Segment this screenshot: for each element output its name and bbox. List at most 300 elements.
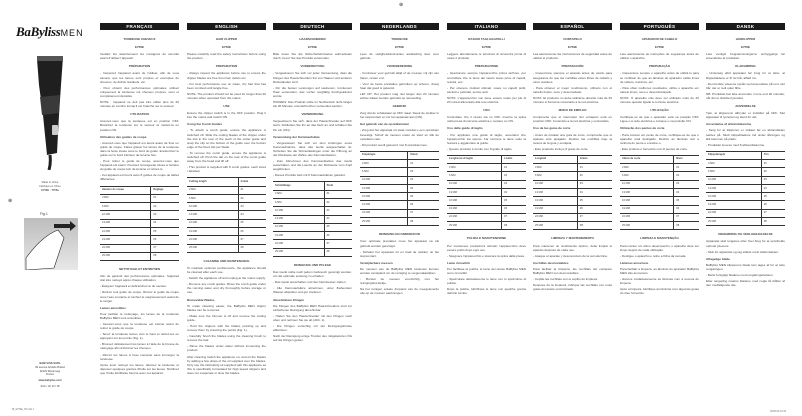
paragraph: - Assurez-vous que la tondeuse est éteinte avant de retirer le guide de coupe. — [100, 322, 179, 331]
section-heading: UTILIZAÇÃO — [650, 108, 669, 113]
table-cell: 3 MM — [533, 164, 577, 172]
paragraph: NOTE: The product should not be used for longer than 20 minutes when operated from the mains. — [187, 91, 266, 100]
section-heading: LIMPEZA E MANUTENÇÃO — [640, 236, 679, 241]
paragraph: - Spegnere l'apparecchio e staccare la spina dalla presa. — [447, 253, 525, 258]
table-cell: 13 MM — [360, 184, 408, 192]
table-cell: 19 MM — [533, 205, 577, 213]
table-cell: #6 — [408, 201, 439, 209]
table-row — [706, 209, 785, 217]
table-row — [360, 201, 439, 209]
paragraph: - Alle Kammaufsätze abnehmen, unter fließendem Wasser abspülen und gut trocknen. — [273, 286, 352, 295]
section-heading: PREPARATION — [215, 64, 238, 69]
paragraph: - Tenez la tondeuse lames vers le haut et retirez-les en appuyant sur les points (Fig. 1). — [100, 332, 179, 341]
section-heading: PREPARACIÓN — [561, 64, 584, 69]
section-heading: REINIGUNG UND PFLEGE — [293, 262, 332, 267]
table-cell: 19 MM — [447, 205, 502, 213]
paragraph: - Sluk for apparatet og tag stikket ud af stikkontakten. — [706, 249, 779, 254]
table-row — [620, 164, 699, 172]
paragraph: Apparatet skal rengøres efter hver brug for at opretholde optimal ydeevne. — [706, 239, 785, 248]
paragraph: - Escove cuidadosamente as lâminas com a escova de limpeza. — [620, 277, 699, 286]
section-heading: E756E — [567, 45, 577, 50]
table-cell: #8 — [324, 248, 352, 256]
table-cell: 22 MM — [706, 209, 761, 217]
table-cell: #3 — [238, 203, 266, 211]
paragraph: - Schakel het apparaat uit en haal de stekker uit het stopcontact. — [360, 249, 439, 258]
paragraph: - Børst forsigtigt bladene med rengøringsbørsten. — [706, 272, 774, 277]
table-row — [100, 211, 179, 219]
paragraph: NOTA: L'apparecchio non deve essere usato per più di 20 minuti alimentato alla rete elettrica. — [447, 95, 526, 105]
table-cell: #8 — [577, 222, 612, 230]
made-in-line: Made in China — [41, 181, 59, 184]
paragraph: - Vergewissern Sie sich vor dem Anbringen eines Kammaufsatzes, dass das Gerät ausgeschaltet ist. Schieben Sie die Schneideklingen unter die Öffnung an der Rückseite der Zähne des Kammaufsatzes. — [273, 140, 352, 157]
address-line: 99 avenue Aristide Briand — [35, 365, 65, 369]
section-heading: TONDEUSE CHEVEUX — [123, 37, 156, 41]
paragraph: Na het reinigen enkele druppels van de meegeleverde olie op de messen aanbrengen. — [360, 287, 439, 296]
paragraph: Para manter um ótimo desempenho, o aparelho deve ser limpo depois de cada utilização. — [620, 243, 699, 252]
table-cell: 19 MM — [273, 232, 324, 240]
table-row — [447, 189, 526, 197]
table-row — [273, 232, 352, 240]
table-cell: 10 MM — [273, 207, 324, 215]
section-heading: E756E — [134, 45, 144, 50]
paragraph: - Rinse the blades under water without immersing the product. — [187, 344, 266, 353]
table-row — [620, 180, 699, 188]
table-cell: 16 MM — [533, 197, 577, 205]
table-row — [360, 168, 439, 176]
section-heading: MODO DE EMPLEO — [558, 108, 587, 113]
table-cell: 6 MM — [533, 172, 577, 180]
table-row — [447, 222, 526, 230]
subsection-heading: Anvendelse af afstandskamme — [706, 122, 752, 127]
paragraph: Para mantener un rendimiento óptimo, debe limpiar el aparato después de cada uso. — [533, 243, 612, 252]
section-heading: USE — [223, 104, 230, 109]
paragraph: Voor optimale prestaties moet het apparaat na elk gebruik worden gereinigd. — [360, 239, 439, 248]
table-header: Cutting length — [187, 178, 238, 186]
paragraph: - Den bedste ydeevne opnås ved anvendelse på rent, tørt hår, der er redt uden filtre. — [706, 81, 785, 90]
table-cell: #8 — [408, 218, 439, 226]
table-row — [620, 205, 699, 213]
paragraph: - Per applicare una guida di taglio, accertarsi che l'apparecchio sia spento. Far scorrere le lame sotto la fessura e agganciare la guida. — [447, 132, 526, 145]
paragraph: Nach der Reinigung einige Tropfen des mitgelieferten Öls auf die Klingen geben. — [273, 334, 352, 343]
paragraph: - Sørg for at klipperen er slukket før en afstandskam sættes på. Skub klippebladene ind under åbningen og klik kammen på plads. — [706, 128, 785, 141]
table-cell: #6 — [674, 205, 699, 213]
table-cell: 16 MM — [620, 197, 674, 205]
registration-mark-icon: ⊕ — [8, 198, 13, 204]
table-row — [100, 219, 179, 227]
table-row — [447, 164, 526, 172]
table-row — [620, 197, 699, 205]
paragraph: Dopo la pulizia, lubrificare le lame con qualche goccia dell'olio fornito. — [447, 287, 526, 296]
paragraph: - Das Gerät ausschalten und den Netzstecker ziehen. — [273, 280, 347, 285]
paragraph: - Voor de beste prestaties gebruiken op schoon, droog haar dat goed is gekamd. — [360, 81, 439, 90]
section-heading: HAIR CLIPPER — [215, 37, 238, 41]
table-cell: #2 — [674, 172, 699, 180]
table-row — [273, 190, 352, 198]
table-cell: #5 — [408, 193, 439, 201]
table-header: Kniplengte — [360, 151, 408, 159]
table-row — [273, 207, 352, 215]
table-row — [360, 218, 439, 226]
table-row — [273, 215, 352, 223]
paragraph: Die Klingen des BaByliss MEN Haarschneiders sind zur einfacheren Reinigung abnehmbar. — [273, 303, 352, 312]
language-header: PORTUGUÊS — [620, 23, 699, 30]
table-cell: #5 — [577, 197, 612, 205]
paragraph: - Always inspect the appliance before use to ensure the clipper blades are free from hair, debris etc. — [187, 71, 266, 80]
table-cell: 6 MM — [447, 172, 502, 180]
table-cell: #3 — [674, 180, 699, 188]
table-row — [706, 201, 785, 209]
table-row — [187, 211, 266, 219]
table-cell: #2 — [151, 203, 179, 211]
paragraph: BaByliss MEN klipperens blade kan tages af for at lette rengøringen. — [706, 262, 785, 271]
paragraph: Lees de veiligheidsinstructies aandachtig door voor gebruik. — [360, 52, 439, 61]
cutting-length-table — [447, 155, 526, 231]
table-cell: 6 MM — [273, 199, 324, 207]
table-row — [187, 194, 266, 202]
paragraph: Leia atentamente as instruções de segurança antes de utilizar o aparelho. — [620, 52, 699, 61]
paragraph: - This product is supplied with 8 comb guides, each sized / labelled. — [187, 165, 266, 174]
paragraph: - Vergewissern Sie sich vor jeder Verwendung, dass die Klingen des Haarschneiders frei von Haaren und anderen Rückständen sind. — [273, 71, 352, 84]
section-heading: KLARGØRING — [735, 64, 756, 69]
table-cell: #6 — [324, 232, 352, 240]
paragraph: - Para obter melhores resultados, utilize o aparelho em cabelo limpo, seco e desembaraçado. — [620, 85, 699, 94]
paragraph: Das Gerät sollte nach jedem Gebrauch gereinigt werden, um die optimale Leistung zu erhalten. — [273, 270, 352, 279]
table-row — [360, 160, 439, 168]
paragraph: - Para obtener el mejor rendimiento, utilícelo con el cabello limpio, seco y desenredado. — [533, 85, 612, 94]
brand-logo — [16, 24, 84, 40]
table-cell: 3 MM — [360, 160, 408, 168]
paragraph: - Dit product wordt geleverd met 8 opzetkammen. — [360, 142, 428, 147]
table-cell: #7 — [502, 213, 526, 221]
paragraph: To make cleaning easier, the BaByliss MEN clipper blades can be removed. — [187, 303, 266, 312]
table-cell: 10 MM — [706, 176, 761, 184]
subsection-heading: Het gebruik van de opzetkammen — [360, 122, 410, 127]
table-row — [533, 172, 612, 180]
table-cell: 22 MM — [620, 213, 674, 221]
paragraph: - Controleer voor gebruik altijd of de messen vrij zijn van haren, resten enz. — [360, 71, 439, 80]
section-heading: TONDEUSE — [391, 37, 408, 41]
section-heading: HAARSCHNEIDER — [299, 37, 326, 41]
table-cell: 16 MM — [273, 223, 324, 231]
paragraph: Per mantenere prestazioni ottimali, l'apparecchio deve essere pulito dopo ogni uso. — [447, 243, 526, 252]
language-column — [620, 23, 699, 297]
table-cell: 19 MM — [620, 205, 674, 213]
table-row — [447, 172, 526, 180]
table-cell: 25 MM — [100, 252, 151, 260]
paragraph: - Este produto é fornecido com 8 pentes de corte. — [620, 146, 688, 151]
paragraph: - Rincez les lames à l'eau courante sans immerger la tondeuse. — [100, 352, 179, 361]
table-cell: #1 — [577, 164, 612, 172]
section-heading: VOORBEREIDING — [386, 64, 413, 69]
table-cell: 10 MM — [447, 180, 502, 188]
language-header: NEDERLANDS — [360, 23, 439, 30]
table-row — [273, 240, 352, 248]
table-cell: 10 MM — [533, 180, 577, 188]
paragraph: - Die Klingen vorsichtig mit der Reinigungsbürste abbürsten. — [273, 324, 352, 333]
paragraph: Ensure the clipper switch is in the OFF position. Plug it into the mains and switch ON. — [187, 111, 266, 120]
table-cell: #7 — [674, 213, 699, 221]
table-row — [533, 222, 612, 230]
table-cell: 10 MM — [360, 176, 408, 184]
paragraph: Compruebe que el interruptor del cortapelo está en posición OFF. Conéctelo a la red eléctrica y enciéndalo. — [533, 115, 612, 124]
table-cell: #6 — [502, 205, 526, 213]
section-heading: E756E — [654, 45, 664, 50]
table-cell: #4 — [324, 215, 352, 223]
language-header: ENGLISH — [187, 23, 266, 30]
table-cell: #5 — [674, 197, 699, 205]
table-row — [706, 176, 785, 184]
table-cell: 19 MM — [706, 201, 761, 209]
paragraph: Assurez-vous que la tondeuse est en position OFF. Branchez la tondeuse sur le secteur et mettez-la en position ON. — [100, 119, 179, 132]
table-cell: 3 MM — [447, 164, 502, 172]
logo-text: BaByliss — [16, 24, 61, 39]
language-header: FRANÇAIS — [100, 23, 179, 30]
address-line: 92120 Montrouge — [39, 369, 61, 373]
table-row — [187, 203, 266, 211]
section-heading: E756E — [394, 45, 404, 50]
table-cell: #5 — [238, 219, 266, 227]
paragraph: Vergewissern Sie sich, dass der Haarschneider auf OFF steht. Schließen Sie ihn an das Netz an und schalten Sie ihn ein (ON). — [273, 119, 352, 132]
table-cell: 6 MM — [187, 194, 238, 202]
table-cell: #2 — [761, 168, 785, 176]
table-cell: 16 MM — [100, 227, 151, 235]
table-row — [620, 189, 699, 197]
section-heading: E756E — [740, 45, 750, 50]
paragraph: - Este producto incluye 8 guías de corte. — [533, 146, 589, 151]
paragraph: Afin de garantir des performances optimales, l'appareil doit être nettoyé après chaque utilisation. — [100, 274, 179, 283]
subsection-heading: Removable Blades — [187, 297, 215, 302]
table-cell: #6 — [151, 236, 179, 244]
table-row — [100, 194, 179, 202]
paragraph: Efter rengøring smøres bladene med nogle få dråber af den medfølgende olie. — [706, 279, 785, 288]
table-cell: #3 — [761, 176, 785, 184]
table-row — [187, 228, 266, 236]
company-address — [0, 362, 100, 389]
table-row — [706, 160, 785, 168]
section-heading: LIMPIEZA Y MANTENIMIENTO — [551, 236, 594, 241]
table-cell: #3 — [502, 180, 526, 188]
language-column — [533, 23, 612, 293]
section-heading: PULIZIA E MANUTENZIONE — [466, 236, 507, 241]
table-row — [533, 189, 612, 197]
table-header: Hauteur de coupe — [100, 186, 151, 194]
paragraph: - Inspectez l'appareil avant de l'utiliser, afin de vous assurer que les lames sont propres et exemptes de cheveux, de débris résiduels, etc. — [100, 71, 179, 84]
paragraph: Leggere attentamente le istruzioni di sicurezza prima di usare il prodotto. — [447, 52, 526, 61]
table-cell: 22 MM — [273, 240, 324, 248]
paragraph: - Carefully brush the blades using the cleaning brush to remove the hair. — [187, 334, 266, 343]
table-cell: #1 — [761, 160, 785, 168]
table-cell: #4 — [408, 184, 439, 192]
section-heading: NETTOYAGE ET ENTRETIEN — [119, 267, 160, 272]
section-heading: RASOIO TAGLIACAPELLI — [468, 37, 505, 41]
paragraph: HINWEIS: Das Produkt sollte im Netzbetrieb nicht länger als 20 Minuten ununterbrochen verwendet werden. — [273, 100, 352, 109]
cutting-length-table — [620, 155, 699, 231]
table-cell: #8 — [238, 244, 266, 252]
paragraph: Controllare che il rasoio sia su OFF. Inserire la spina nella presa di corrente elettrica e mettere su ON. — [447, 115, 526, 124]
table-cell: #7 — [761, 209, 785, 217]
language-column — [100, 23, 179, 377]
cutting-length-table — [533, 155, 612, 231]
model-number: E756E · T756a — [41, 189, 59, 192]
table-row — [187, 236, 266, 244]
table-cell: 10 MM — [100, 211, 151, 219]
subsection-heading: Abnehmbare Klingen — [273, 297, 305, 302]
paragraph: Bitte lesen Sie die Sicherheitshinweise aufmerksam durch, bevor Sie das Produkt verwenden. — [273, 52, 352, 61]
table-cell: #1 — [238, 186, 266, 194]
table-cell: #2 — [408, 168, 439, 176]
table-cell: #1 — [151, 194, 179, 202]
paragraph: De messen van de BaByliss MEN tondeuse kunnen worden verwijderd om de reiniging te vergemakkelijken. — [360, 266, 439, 275]
table-row — [187, 219, 266, 227]
table-cell: #7 — [238, 236, 266, 244]
table-cell: 10 MM — [620, 180, 674, 188]
table-cell: #3 — [324, 207, 352, 215]
paragraph: - Brossez délicatement les lames à l'aide de la brosse de nettoyage afin d'éliminer les cheveux. — [100, 342, 179, 351]
table-header: Stufe — [324, 182, 352, 190]
table-cell: #4 — [151, 219, 179, 227]
subsection-heading: Cuchillas desmontables — [533, 260, 569, 265]
table-cell: 13 MM — [100, 219, 151, 227]
table-cell: 19 MM — [360, 201, 408, 209]
paragraph: - For best performance use on clean, dry hair that has been combed until tangle free. — [187, 81, 266, 90]
made-in-text — [0, 181, 100, 193]
table-cell: 22 MM — [187, 236, 238, 244]
paragraph: - Cepille las cuchillas con el cepillo de limpieza. — [533, 277, 598, 282]
cutting-length-table — [706, 151, 785, 227]
figure-label: Fig.1 — [40, 212, 48, 216]
table-cell: 19 MM — [100, 236, 151, 244]
table-row — [447, 180, 526, 188]
subsection-heading: Utilisation des guides de coupe — [100, 134, 147, 139]
paragraph: Para facilitar la limpieza, las cuchillas del cortapelo BaByliss MEN son desmontables. — [533, 266, 612, 275]
table-cell: #8 — [502, 222, 526, 230]
subsection-heading: Aftagelige blade — [706, 256, 730, 261]
cutting-length-table — [360, 151, 439, 227]
section-heading: E756E — [221, 45, 231, 50]
subsection-heading: Utilização dos pentes de corte — [620, 126, 665, 131]
made-in-line: Fabriqué en Chine — [39, 184, 61, 188]
paragraph: Please carefully read the safety instructions before using the product. — [187, 52, 266, 61]
table-cell: #1 — [324, 190, 352, 198]
paragraph: Læs venligst brugsanvisningerne omhyggeligt før anvendelse af produktet. — [706, 52, 785, 61]
language-header: ESPAÑOL — [533, 23, 612, 30]
paragraph: - Ispezionare sempre l'apparecchio prima dell'uso, per controllare che le lame del rasoio siano prive di capelli, residui, ecc. — [447, 71, 526, 84]
table-row — [360, 184, 439, 192]
website-link[interactable]: www.babyliss.com — [38, 379, 62, 383]
language-column — [360, 23, 439, 297]
section-heading: CORTAPELO — [563, 37, 582, 41]
table-cell: 13 MM — [620, 189, 674, 197]
table-cell: 13 MM — [533, 189, 577, 197]
table-cell: 16 MM — [706, 193, 761, 201]
table-cell: #6 — [577, 205, 612, 213]
subsection-heading: Verwijderbare messen — [360, 260, 393, 265]
paragraph: Certifique-se de que o aparador está na posição OFF. Ligue-o à rede eléctrica e coloque-o na posição ON. — [620, 115, 699, 124]
table-cell: 25 MM — [273, 248, 324, 256]
paragraph: - To remove the comb guide, ensure the appliance is switched off. Push the tab on the rear of the comb guide away from the head and lift off. — [187, 150, 266, 164]
paragraph: Veuillez lire attentivement les consignes de sécurité avant d'utiliser l'appareil. — [100, 52, 179, 61]
table-cell: 6 MM — [360, 168, 408, 176]
table-header: Nível — [674, 155, 699, 163]
table-cell: 3 MM — [187, 186, 238, 194]
paragraph: - Produktet leveres med 8 afstandskamme. — [706, 142, 765, 147]
table-cell: 3 MM — [100, 194, 151, 202]
table-cell: #7 — [151, 244, 179, 252]
paragraph: - Apague el aparato y desconéctelo de la red eléctrica. — [533, 253, 608, 258]
table-row — [533, 164, 612, 172]
paragraph: - Éteignez l'appareil et débranchez-le du secteur. — [100, 284, 167, 289]
paragraph: - Inspeccione siempre el aparato antes de usarlo para asegurarse de que las cuchillas estén libres de cabello y otros residuos. — [533, 71, 612, 84]
table-cell: 25 MM — [706, 218, 761, 226]
table-header: Schnittlänge — [273, 182, 324, 190]
section-heading: CLEANING AND MAINTENANCE — [203, 258, 250, 263]
paragraph: NOTE : l'appareil ne doit pas être utilisé plus de 20 minutes en continu lorsqu'il est branché sur le secteur. — [100, 100, 179, 109]
section-heading: APARADOR DE CABELO — [641, 37, 678, 41]
table-header: Stand — [408, 151, 439, 159]
table-cell: 16 MM — [447, 197, 502, 205]
table-cell: #3 — [577, 180, 612, 188]
table-cell: 25 MM — [620, 222, 674, 230]
table-cell: 13 MM — [187, 211, 238, 219]
table-cell: 19 MM — [187, 228, 238, 236]
paragraph: Zorg dat de schakelaar op OFF staat. Steek de stekker in het stopcontact en zet het apparaat aan (ON). — [360, 111, 439, 120]
table-row — [273, 248, 352, 256]
table-header: Grado — [577, 155, 612, 163]
subsection-heading: Uso de las guías de corte — [533, 126, 571, 131]
paragraph: - Cet appareil est fourni avec 8 guides de coupe de tailles différentes. — [100, 173, 179, 182]
table-cell: #4 — [502, 189, 526, 197]
table-row — [533, 213, 612, 221]
table-row — [360, 193, 439, 201]
table-cell: #1 — [674, 164, 699, 172]
paragraph: - Halten Sie den Haarschneider mit den Klingen nach oben und nehmen Sie sie ab (Abb. 1). — [273, 313, 352, 322]
section-heading: VORBEREITUNG — [300, 64, 325, 69]
paragraph: - Desligue o aparelho e retire a ficha da tomada. — [620, 253, 687, 258]
paragraph: Lea atentamente las instrucciones de seguridad antes de utilizar el producto. — [533, 52, 612, 61]
language-column — [706, 23, 785, 289]
print-timestamp: 06/05/18 10:39 — [770, 410, 786, 413]
table-cell: #3 — [151, 211, 179, 219]
table-header: Livello — [502, 155, 526, 163]
paragraph: Pour faciliter le nettoyage, les lames de la tondeuse BaByliss MEN sont amovibles. — [100, 311, 179, 320]
table-cell: #5 — [502, 197, 526, 205]
table-row — [100, 227, 179, 235]
paragraph: NB: Produktet bør ikke anvendes i mere end 20 minutter, når det er tilsluttet lysnettet. — [706, 91, 785, 100]
table-cell: #3 — [408, 176, 439, 184]
paragraph: - Pour retirer le guide de coupe, assurez-vous que l'appareil est éteint. Poussez la languette située à l'arrière du guide de coupe loin de la lame et retirez-le. — [100, 159, 179, 172]
language-header: ITALIANO — [447, 23, 526, 30]
paragraph: Tjek, at klipperens afbryder er indstillet på OFF. Slut apparatet til lysnettet og tænd for det. — [706, 111, 785, 120]
section-heading: E756E — [481, 45, 491, 50]
cutting-length-table — [187, 177, 266, 253]
table-cell: #8 — [151, 252, 179, 260]
table-cell: 3 MM — [620, 164, 674, 172]
paragraph: - Per ottenere risultati ottimali, usare su capelli puliti, asciutti e pettinati, senza nodi. — [447, 85, 526, 94]
paragraph: LET OP: Het product mag niet langer dan 20 minuten achter elkaar worden gebruikt op netvoeding. — [360, 91, 439, 100]
table-cell: 3 MM — [706, 160, 761, 168]
paragraph: Após a limpeza, lubrifique as lâminas com algumas gotas do óleo fornecido. — [620, 287, 699, 296]
table-row — [100, 252, 179, 260]
table-cell: #2 — [238, 194, 266, 202]
paragraph: - Para colocar um pente de corte, certifique-se de que o aparelho está desligado. Deslize as lâminas sob a ranhura do pente e encaixe-o. — [620, 132, 699, 145]
paragraph: Per facilitare la pulizia, le lame del rasoio BaByliss MEN sono rimovibili. — [447, 266, 526, 275]
section-heading: GEBRUIK — [392, 104, 407, 109]
table-cell: 6 MM — [100, 203, 151, 211]
table-row — [706, 193, 785, 201]
table-cell: 25 MM — [533, 222, 577, 230]
section-heading: REINIGING EN ONDERHOUD — [378, 232, 421, 237]
table-cell: #7 — [408, 209, 439, 217]
